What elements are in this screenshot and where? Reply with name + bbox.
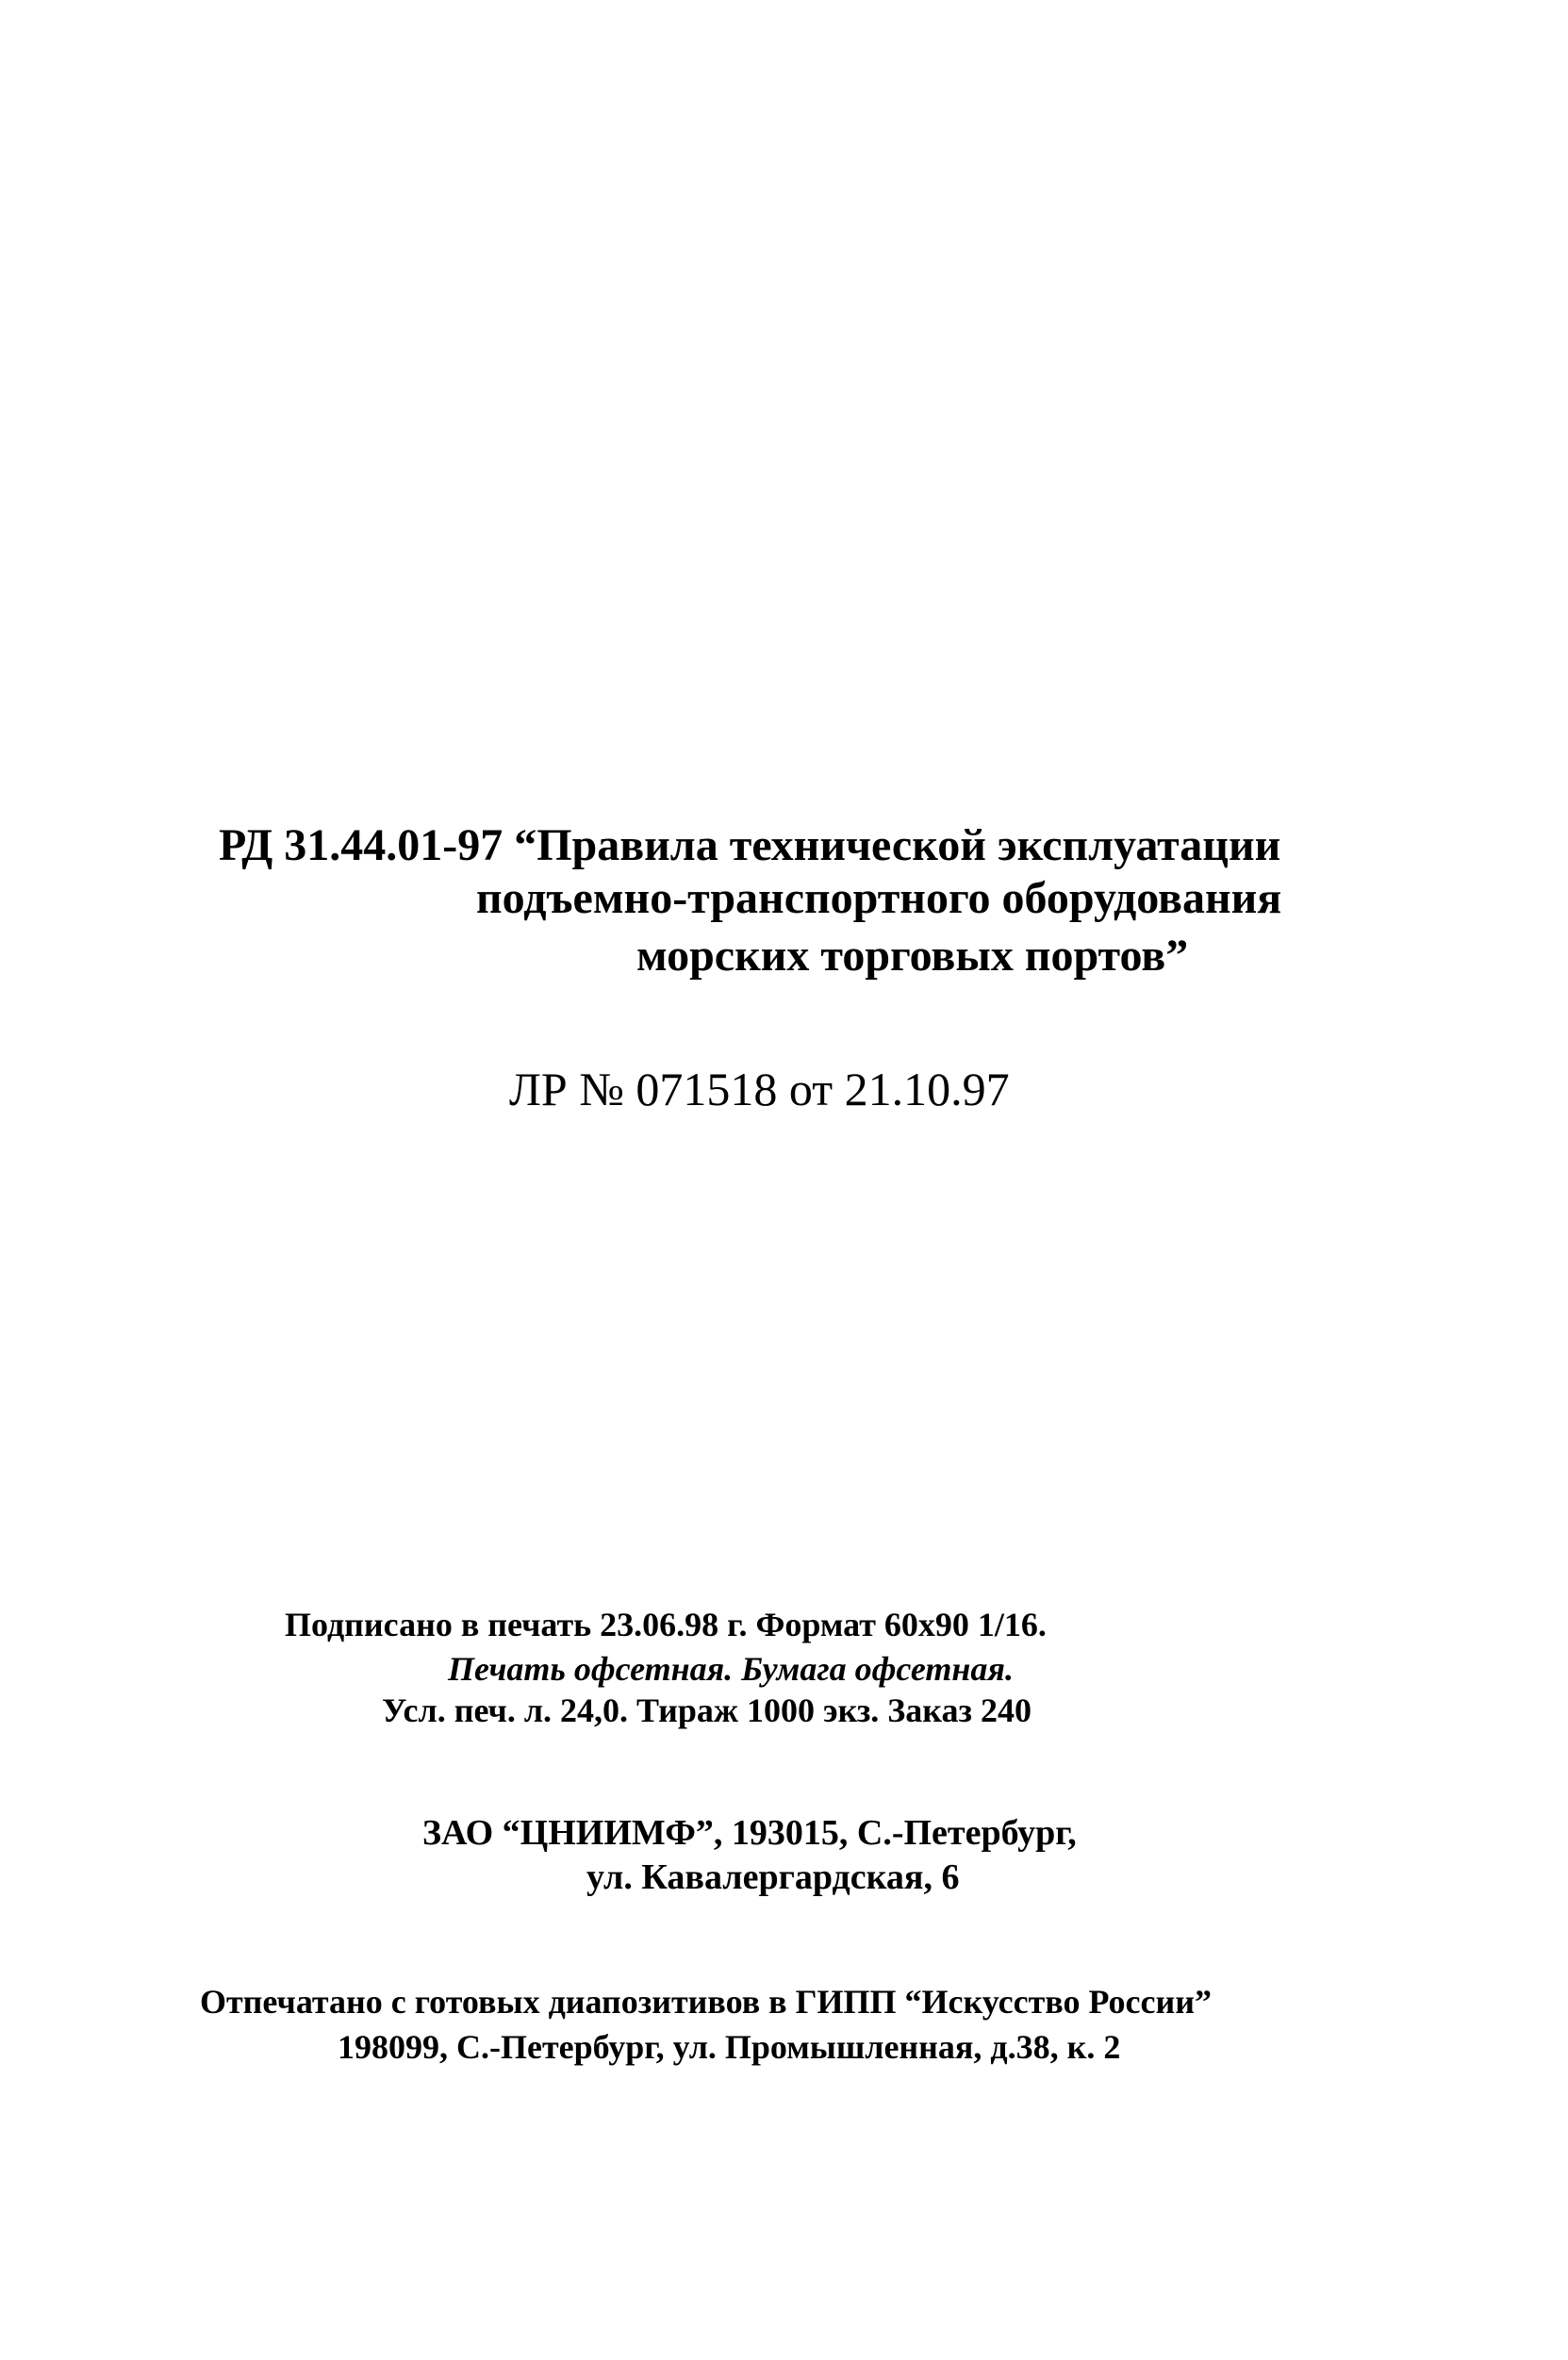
document-title-line-1: РД 31.44.01-97 “Правила технической эксплуатации — [219, 820, 1281, 870]
publisher-line-1: ЗАО “ЦНИИМФ”, 193015, С.-Петербург, — [422, 1813, 1077, 1853]
publisher-line-2: ул. Кавалергардская, 6 — [586, 1857, 960, 1897]
document-title-line-3: морских торговых портов” — [636, 931, 1189, 981]
imprint-line-2: Печать офсетная. Бумага офсетная. — [448, 1650, 1014, 1688]
imprint-line-3: Усл. печ. л. 24,0. Тираж 1000 экз. Заказ 240 — [382, 1692, 1032, 1729]
printer-line-1: Отпечатано с готовых диапозитивов в ГИПП “Искусство России” — [200, 1983, 1212, 2021]
license-number: ЛР № 071518 от 21.10.97 — [509, 1063, 1010, 1115]
document-title-line-2: подъемно-транспортного оборудования — [476, 873, 1282, 923]
imprint-line-1: Подписано в печать 23.06.98 г. Формат 60x90 1/16. — [285, 1606, 1047, 1643]
printer-line-2: 198099, С.-Петербург, ул. Промышленная, д.38, к. 2 — [338, 2028, 1121, 2066]
